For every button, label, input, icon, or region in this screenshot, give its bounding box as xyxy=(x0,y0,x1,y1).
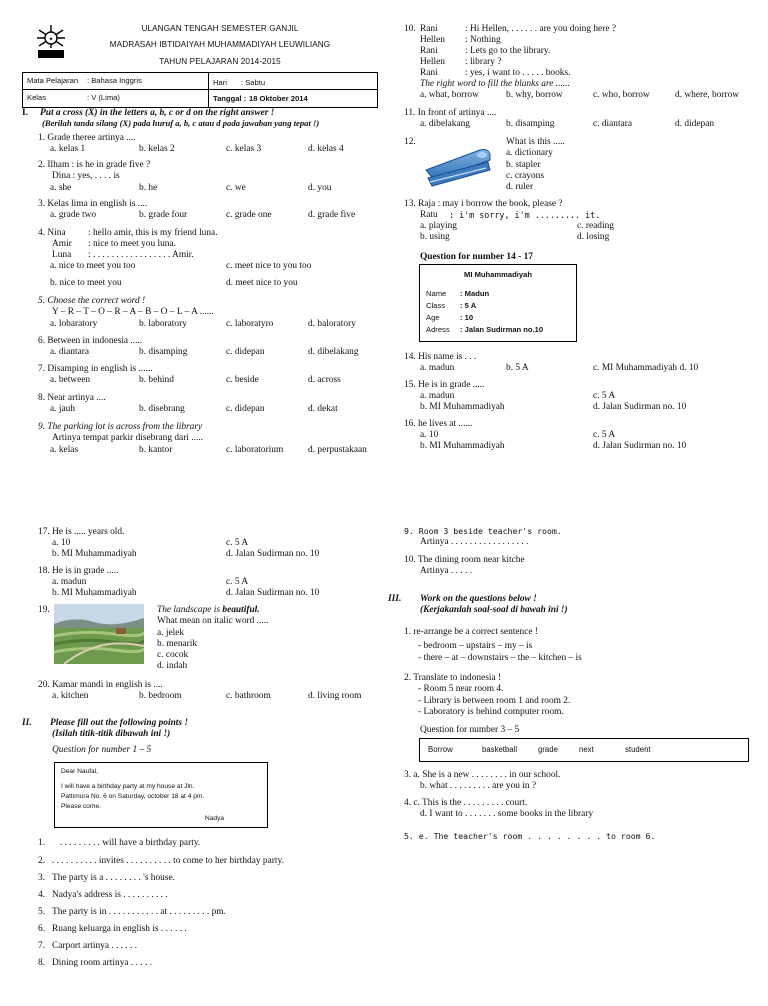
dialog-line: : Nothing xyxy=(465,35,501,45)
dialog-speaker: Hellen xyxy=(420,35,445,45)
question-stem: 3. Kelas lima in english is .... xyxy=(38,199,148,209)
option-b[interactable]: b. MI Muhammadiyah xyxy=(52,549,137,560)
question-number: 3. xyxy=(38,873,46,883)
dialog-line: : library ? xyxy=(465,57,502,67)
question-18 xyxy=(38,566,378,599)
stapler-image xyxy=(422,140,494,192)
question-group-title: Question for number 14 - 17 xyxy=(420,252,533,262)
option-d[interactable]: d. across xyxy=(308,375,341,386)
day-label: Hari xyxy=(213,78,227,87)
school-logo xyxy=(34,22,68,60)
question-3 xyxy=(38,199,378,221)
question-stem: 20. Kamar mandi in english is .... xyxy=(38,680,163,690)
dialog-line: : Hi Hellen, . . . . . . are you doing here ? xyxy=(465,24,616,34)
dialog-speaker: Amir xyxy=(52,239,72,249)
card-class-label: Class xyxy=(426,301,445,310)
question-text[interactable]: The party is a . . . . . . . . 's house. xyxy=(52,873,176,883)
option-c[interactable]: c. grade one xyxy=(226,210,272,221)
question-text[interactable]: . . . . . . . . . . invites . . . . . . . . . . to come to her birthday party. xyxy=(52,856,284,866)
option-a[interactable]: a. lobaratory xyxy=(50,318,98,329)
option-a[interactable]: a. nice to meet you too xyxy=(50,261,136,271)
question-line: Y – R – T – O – R – A – B – O – L – A ...... xyxy=(52,307,214,318)
option-d[interactable]: d. indah xyxy=(157,661,188,672)
option-a[interactable]: a. 10 xyxy=(52,538,71,549)
question-item: - bedroom – upstairs – my – is xyxy=(418,641,533,652)
letter-line: Please come. xyxy=(61,803,101,810)
question-item: - Room 5 near room 4. xyxy=(418,684,504,695)
option-b[interactable]: b. disamping xyxy=(506,119,555,130)
dialog-speaker: Ratu xyxy=(420,210,438,221)
option-c[interactable]: c. laboratyro xyxy=(226,318,274,329)
option-a[interactable]: a. what, borrow xyxy=(420,90,479,101)
word-bank-box xyxy=(419,738,749,762)
fill-question-10 xyxy=(404,555,754,578)
question-number: 4. xyxy=(38,890,46,900)
question-stem: 13. Raja : may i borrow the book, please ? xyxy=(404,199,563,209)
option-a[interactable]: a. madun xyxy=(420,391,455,402)
option-d[interactable]: d. Jalan Sudirman no. 10 xyxy=(226,549,320,560)
option-a[interactable]: a. madun xyxy=(420,363,455,374)
question-10 xyxy=(404,24,754,101)
question-stem: 2. Translate to indonesia ! xyxy=(404,673,502,683)
option-b[interactable]: b. disamping xyxy=(139,347,188,358)
option-b[interactable]: b. he xyxy=(139,182,158,193)
essay-question-1 xyxy=(404,627,754,664)
option-c[interactable]: c. 5 A xyxy=(593,391,616,402)
question-12 xyxy=(506,137,626,193)
option-a[interactable]: a. dictionary xyxy=(506,148,553,159)
question-line[interactable]: Artinya . . . . . . . . . . . . . . . . . xyxy=(420,536,529,547)
option-d[interactable]: d. meet nice to you xyxy=(226,278,298,288)
question-stem[interactable]: 4. c. This is the . . . . . . . . . court. xyxy=(404,798,528,808)
word-bank-item: basketball xyxy=(482,745,518,754)
dialog-line: : yes, i want to . . . . . books. xyxy=(465,68,571,78)
section-2-number: II. xyxy=(22,718,32,728)
option-c[interactable]: c. who, borrow xyxy=(593,90,650,101)
question-stem: 4. Nina xyxy=(38,228,66,238)
question-number: 10. xyxy=(404,24,416,34)
question-line[interactable]: Artinya . . . . . xyxy=(420,566,473,577)
question-stem: 9. The parking lot is across from the library xyxy=(38,422,203,432)
option-a[interactable]: a. kelas 1 xyxy=(50,144,86,155)
option-c[interactable]: c. 5 A xyxy=(226,577,249,588)
option-b[interactable]: b. kelas 2 xyxy=(139,144,175,155)
option-d[interactable]: d. baloratory xyxy=(308,318,356,329)
dialog-line: : i'm sorry, i'm ......... it. xyxy=(449,210,601,221)
class-label: Kelas xyxy=(27,93,46,102)
subject-value: : Bahasa Inggris xyxy=(87,76,142,85)
question-1 xyxy=(38,133,378,155)
option-c[interactable]: c. diantara xyxy=(593,119,633,130)
option-a[interactable]: a. jauh xyxy=(50,404,75,415)
option-c[interactable]: c. beside xyxy=(226,375,259,386)
option-d[interactable]: d. dibelakang xyxy=(308,347,359,358)
question-item: - there – at – downstairs – the – kitchen – is xyxy=(418,652,582,663)
section-1-subtitle: (Berilah tanda silang (X) pada huruf a, b, c atau d pada jawaban yang tepat !) xyxy=(42,118,320,128)
option-a[interactable]: a. kitchen xyxy=(52,691,89,702)
dialog-speaker: Rani xyxy=(420,24,438,34)
letter-signature: Nadya xyxy=(205,815,225,822)
option-c[interactable]: c. 5 A xyxy=(226,538,249,549)
option-c[interactable]: c. reading xyxy=(577,221,614,232)
option-a[interactable]: a. madun xyxy=(52,577,87,588)
letter-greeting: Dear Naufal, xyxy=(61,768,99,775)
question-text[interactable]: . . . . . . . . . will have a birthday party. xyxy=(60,838,201,848)
question-stem: 9. Room 3 beside teacher's room. xyxy=(404,526,562,536)
option-d[interactable]: d. where, borrow xyxy=(675,90,740,101)
question-line[interactable]: b. what . . . . . . . . . are you in ? xyxy=(420,781,537,792)
dialog-line: : Lets go to the library. xyxy=(465,46,551,56)
section-1-number: I. xyxy=(22,108,28,118)
option-c[interactable]: c. we xyxy=(226,182,246,193)
question-text[interactable]: Dining room artinya . . . . . xyxy=(52,958,152,968)
svg-text:✦: ✦ xyxy=(48,36,54,43)
date-value: 18 Oktober 2014 xyxy=(249,94,308,103)
option-b[interactable]: b. disebrang xyxy=(139,404,185,415)
option-d[interactable]: d. losing xyxy=(577,232,610,243)
question-text[interactable]: Carport artinya . . . . . . xyxy=(52,941,138,951)
letter-line: I will have a birthday party at my house at Jln. xyxy=(61,783,195,790)
question-stem: 6. Between in indonesia ..... xyxy=(38,336,143,346)
option-b[interactable]: b. bedroom xyxy=(139,691,182,702)
option-d[interactable]: d. you xyxy=(308,182,332,193)
section-2-title: Please fill out the following points ! xyxy=(50,718,189,728)
question-line: What mean on italic word ..... xyxy=(157,616,269,627)
section-3-subtitle: (Kerjakanlah soal-soal di bawah ini !) xyxy=(420,605,568,615)
option-b[interactable]: b. why, borrow xyxy=(506,90,563,101)
question-6 xyxy=(38,336,378,358)
option-b[interactable]: b. grade four xyxy=(139,210,188,221)
question-number: 8. xyxy=(38,958,46,968)
question-7 xyxy=(38,364,378,386)
option-d[interactable]: d. perpustakaan xyxy=(308,444,367,455)
question-2 xyxy=(38,160,378,194)
option-d[interactable]: d. ruler xyxy=(506,182,534,193)
essay-question-5 xyxy=(404,832,754,842)
option-c[interactable]: c. MI Muhammadiyah d. 10 xyxy=(593,363,699,374)
question-16 xyxy=(404,419,754,452)
question-line: Artinya tempat parkir disebrang dari ..... xyxy=(52,433,203,444)
fill-question-9 xyxy=(404,527,754,548)
question-number: 5. xyxy=(38,907,46,917)
option-b[interactable]: b. MI Muhammadiyah xyxy=(420,402,505,413)
question-stem: 10. The dining room near kitche xyxy=(404,555,525,565)
question-text[interactable]: Nadya's address is . . . . . . . . . . xyxy=(52,890,168,900)
question-stem: 17. He is ..... years old. xyxy=(38,527,125,537)
option-c[interactable]: c. didepan xyxy=(226,347,265,358)
option-a[interactable]: a. dibelakang xyxy=(420,119,470,130)
card-age-label: Age xyxy=(426,313,440,322)
question-4 xyxy=(38,228,378,289)
word-bank-item: grade xyxy=(538,745,558,754)
question-stem[interactable]: 3. a. She is a new . . . . . . . . in our school. xyxy=(404,770,561,780)
question-item: - Laboratory is behind computer room. xyxy=(418,706,564,717)
question-stem: 5. Choose the correct word ! xyxy=(38,296,146,306)
question-text[interactable]: Ruang keluarga in english is . . . . . . xyxy=(52,924,187,934)
option-c[interactable]: c. laboratorium xyxy=(226,444,284,455)
card-name-value: : Madun xyxy=(460,289,490,298)
word-bank-item: Borrow xyxy=(428,745,453,754)
question-stem[interactable]: 5. e. The teacher's room . . . . . . . . to room 6. xyxy=(404,831,656,841)
question-stem: 15. He is in grade ..... xyxy=(404,380,485,390)
question-note: The right word to fill the blanks are ...... xyxy=(420,79,570,89)
option-b[interactable]: b. 5 A xyxy=(506,363,529,374)
landscape-image xyxy=(54,604,144,664)
class-value: : V (Lima) xyxy=(87,93,120,102)
card-name-label: Name xyxy=(426,289,447,298)
option-d[interactable]: d. didepan xyxy=(675,119,715,130)
student-id-card xyxy=(419,264,577,342)
question-stem: 2. Ilham : is he in grade five ? xyxy=(38,160,151,170)
option-c[interactable]: c. didepan xyxy=(226,404,265,415)
question-stem: 18. He is in grade ..... xyxy=(38,566,119,576)
question-17 xyxy=(38,527,378,560)
option-d[interactable]: d. kelas 4 xyxy=(308,144,344,155)
question-number: 6. xyxy=(38,924,46,934)
option-b[interactable]: b. MI Muhammadiyah xyxy=(420,441,505,452)
section-3-title: Work on the questions below ! xyxy=(420,594,537,604)
question-number: 2. xyxy=(38,856,46,866)
subject-label: Mata Pelajaran xyxy=(27,76,79,85)
section-3-number: III. xyxy=(388,594,402,604)
date-label: Tanggal : xyxy=(213,94,247,103)
option-c[interactable]: c. 5 A xyxy=(593,430,616,441)
question-12-number: 12. xyxy=(404,137,416,147)
essay-question-3 xyxy=(404,770,754,793)
option-c[interactable]: c. bathroom xyxy=(226,691,271,702)
invitation-letter xyxy=(54,762,268,828)
question-stem: 1. Grade theree artinya .... xyxy=(38,133,136,143)
dialog-line: : . . . . . . . . . . . . . . . . . Amir. xyxy=(88,250,194,260)
question-stem xyxy=(157,605,357,616)
section-2-question-group: Question for number 1 – 5 xyxy=(52,745,152,755)
question-line: Dina : yes, . . . . is xyxy=(52,171,120,182)
option-b[interactable]: b. using xyxy=(420,232,450,243)
option-a[interactable]: a. diantara xyxy=(50,347,90,358)
option-b[interactable]: b. kantor xyxy=(139,444,173,455)
question-item: - Library is between room 1 and room 2. xyxy=(418,695,571,706)
section-1-title: Put a cross (X) in the letters a, b, c or d on the right answer ! xyxy=(40,108,275,118)
question-20 xyxy=(38,680,378,702)
question-15 xyxy=(404,380,754,413)
option-c[interactable]: c. crayons xyxy=(506,170,545,181)
essay-question-2 xyxy=(404,673,754,718)
option-b[interactable]: b. menarik xyxy=(157,638,198,649)
header-line-1: ULANGAN TENGAH SEMESTER GANJIL xyxy=(141,24,299,33)
question-stem: What is this ..... xyxy=(506,137,565,147)
option-d[interactable]: d. living room xyxy=(308,691,362,702)
option-b[interactable]: b. behind xyxy=(139,375,174,386)
question-11 xyxy=(404,108,754,130)
option-a[interactable]: a. grade two xyxy=(50,210,97,221)
question-number: 1. xyxy=(38,838,46,848)
card-class-value: : 5 A xyxy=(460,301,477,310)
question-stem: 16. he lives at ...... xyxy=(404,419,473,429)
question-stem: 14. His name is . . . xyxy=(404,352,477,362)
option-a[interactable]: a. playing xyxy=(420,221,457,232)
section-2-subtitle: (Isilah titik-titik dibawah ini !) xyxy=(52,729,171,739)
stem-keyword: beautiful. xyxy=(222,605,260,615)
dialog-line: : hello amir, this is my friend luna. xyxy=(88,228,218,238)
essay-question-4 xyxy=(404,798,754,821)
student-info-box xyxy=(22,72,378,108)
option-d[interactable]: d. grade five xyxy=(308,210,356,221)
option-a[interactable]: a. between xyxy=(50,375,91,386)
word-bank-item: student xyxy=(625,745,651,754)
option-b[interactable]: b. MI Muhammadiyah xyxy=(52,588,137,599)
option-b[interactable]: b. laboratory xyxy=(139,318,187,329)
option-c[interactable]: c. meet nice to you too xyxy=(226,261,312,271)
word-bank-item: next xyxy=(579,745,594,754)
question-14 xyxy=(404,352,754,374)
day-value: : Sabtu xyxy=(241,78,266,87)
option-c[interactable]: c. kelas 3 xyxy=(226,144,262,155)
card-address-label: Adress xyxy=(426,325,450,334)
dialog-speaker: Rani xyxy=(420,46,438,56)
question-number: 7. xyxy=(38,941,46,951)
letter-line: Pattimura No. 6 on Saturday, october 18 at 4 pm. xyxy=(61,793,205,800)
question-stem: 7. Disamping in english is ...... xyxy=(38,364,153,374)
question-9 xyxy=(38,422,378,456)
option-c[interactable]: c. cocok xyxy=(157,650,189,661)
header-line-3: TAHUN PELAJARAN 2014-2015 xyxy=(159,57,281,66)
essay-question-group: Question for number 3 – 5 xyxy=(420,725,520,735)
option-a[interactable]: a. jelek xyxy=(157,627,185,638)
question-stem: 1. re-arrange be a correct sentence ! xyxy=(404,627,539,637)
option-d[interactable]: d. Jalan Sudirman no. 10 xyxy=(226,588,320,599)
question-stem: 11. In front of artinya .... xyxy=(404,108,497,118)
dialog-speaker: Hellen xyxy=(420,57,445,67)
question-line[interactable]: d. I want to . . . . . . . some books in the library xyxy=(420,809,594,820)
option-a[interactable]: a. she xyxy=(50,182,72,193)
option-b[interactable]: b. nice to meet you xyxy=(50,278,122,288)
question-stem: 8. Near artinya .... xyxy=(38,393,106,403)
dialog-speaker: Rani xyxy=(420,68,438,78)
dialog-line: : nice to meet you luna. xyxy=(88,239,176,249)
option-a[interactable]: a. 10 xyxy=(420,430,439,441)
question-13 xyxy=(404,199,754,243)
option-a[interactable]: a. kelas xyxy=(50,444,79,455)
option-d[interactable]: d. Jalan Sudirman no. 10 xyxy=(593,402,687,413)
question-19 xyxy=(157,605,357,673)
header-line-2: MADRASAH IBTIDAIYAH MUHAMMADIYAH LEUWILIANG xyxy=(109,40,331,49)
card-address-value: : Jalan Sudirman no.10 xyxy=(460,325,544,334)
card-school: MI Muhammadiyah xyxy=(464,270,532,279)
option-d[interactable]: d. Jalan Sudirman no. 10 xyxy=(593,441,687,452)
question-5 xyxy=(38,296,378,330)
option-b[interactable]: b. stapler xyxy=(506,159,541,170)
question-19-number: 19. xyxy=(38,605,50,615)
question-text[interactable]: The party is in . . . . . . . . . . . at . . . . . . . . . pm. xyxy=(52,907,226,917)
card-age-value: : 10 xyxy=(460,313,474,322)
dialog-speaker: Luna xyxy=(52,250,72,260)
stem-text: The landscape is xyxy=(157,605,223,615)
question-8 xyxy=(38,393,378,415)
option-d[interactable]: d. dekat xyxy=(308,404,338,415)
